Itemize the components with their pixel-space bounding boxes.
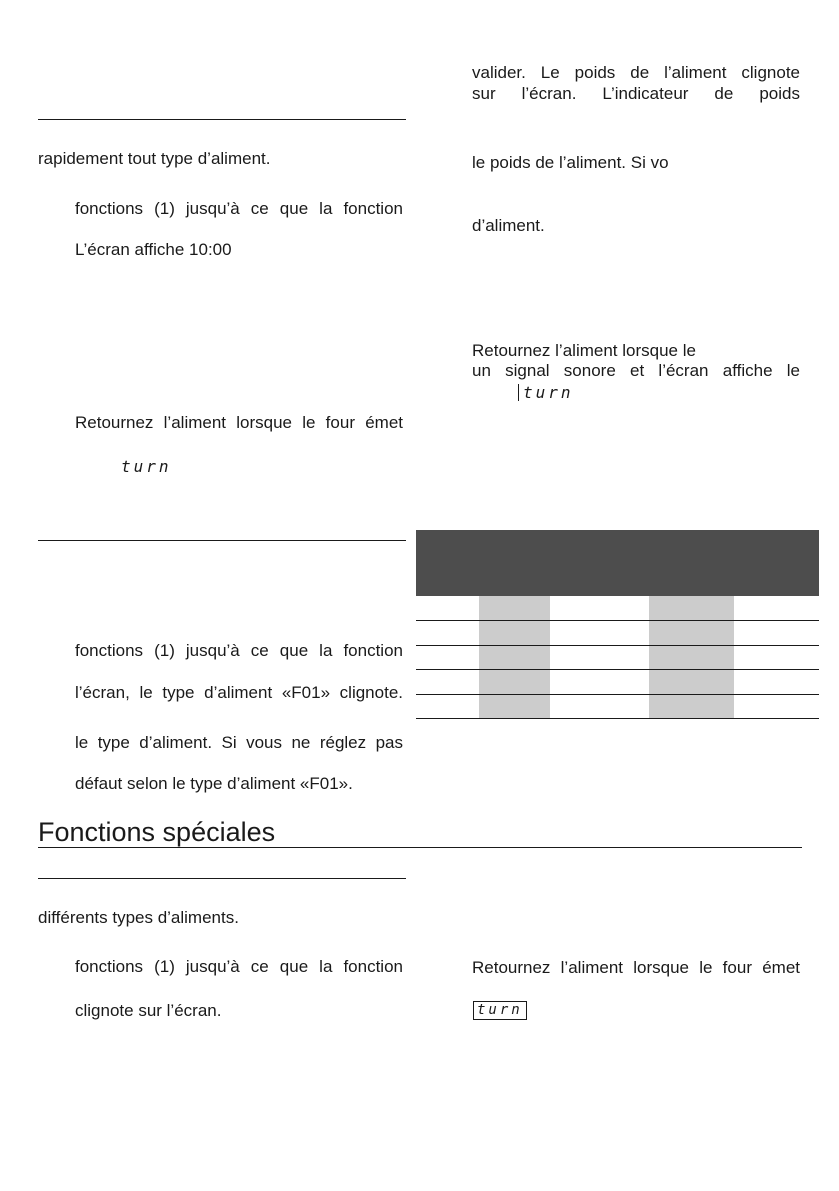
paragraph-line: rapidement tout type d’aliment. <box>38 149 271 168</box>
paragraph-line: clignote sur l’écran. <box>75 1001 222 1020</box>
paragraph-line: fonctions (1) jusqu’à ce que la fonction <box>75 199 403 218</box>
paragraph-line: Retournez l’aliment lorsque le <box>472 341 696 360</box>
paragraph-line: le type d’aliment. Si vous ne réglez pas <box>75 733 403 752</box>
paragraph-line: fonctions (1) jusqu’à ce que la fonction <box>75 641 403 660</box>
table-shaded-column <box>479 596 550 718</box>
paragraph-line: sur l’écran. L’indicateur de poids <box>472 84 800 103</box>
cursor-bar <box>518 384 519 401</box>
paragraph-line: L’écran affiche 10:00 <box>75 240 232 259</box>
section-title-rule <box>38 847 802 848</box>
paragraph-line: défaut selon le type d’aliment «F01». <box>75 774 353 793</box>
paragraph-line: valider. Le poids de l’aliment clignote <box>472 63 800 82</box>
table-row-divider <box>416 718 819 719</box>
table-row-divider <box>416 694 819 695</box>
table-row-divider <box>416 669 819 670</box>
paragraph-line: fonctions (1) jusqu’à ce que la fonction <box>75 957 403 976</box>
paragraph-line: l’écran, le type d’aliment «F01» clignote. <box>75 683 403 702</box>
paragraph-line: différents types d’aliments. <box>38 908 239 927</box>
section-rule-mid-left <box>38 540 406 541</box>
table-row-divider <box>416 620 819 621</box>
paragraph-line: Retournez l’aliment lorsque le four émet <box>472 958 800 977</box>
table-shaded-column <box>649 596 734 718</box>
lcd-display-turn: turn <box>523 383 574 402</box>
table-row-divider <box>416 645 819 646</box>
paragraph-line: d’aliment. <box>472 216 545 235</box>
section-rule-top-left <box>38 119 406 120</box>
table-header <box>416 530 819 596</box>
section-title: Fonctions spéciales <box>38 817 276 847</box>
paragraph-line: le poids de l’aliment. Si vo <box>472 153 669 172</box>
lcd-display-turn: turn <box>473 1001 527 1020</box>
paragraph-line: un signal sonore et l’écran affiche le <box>472 361 800 380</box>
paragraph-line: Retournez l’aliment lorsque le four émet <box>75 413 403 432</box>
lcd-display-turn: turn <box>121 457 172 476</box>
section-rule-bottom-left <box>38 878 406 879</box>
